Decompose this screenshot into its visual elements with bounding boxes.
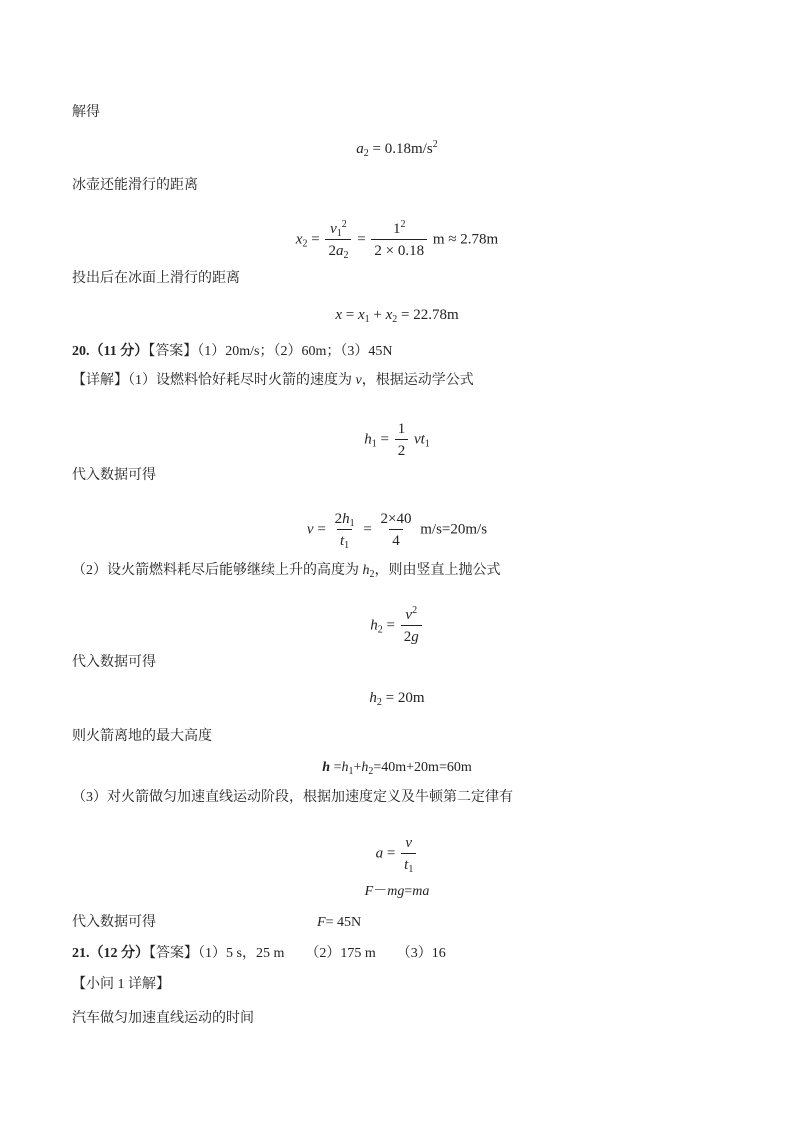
equation-x: $x = x_1 + x_2 = 22.78m$ <box>335 306 459 325</box>
equation-x2: $x_2$ = $\frac{v_1^2}{2a_2}$ = $\frac{1^2}{2 \times 0.18}$ m ≈ 2.78m <box>295 219 499 261</box>
text-dairu-2: 代入数据可得 <box>72 655 156 670</box>
text-bingfu: 冰壶还能滑行的距离 <box>72 178 198 193</box>
equation-h2: $h_2$ = $\frac{v^2}{2g}$ <box>0 606 794 646</box>
fraction-v-over-t1: $\frac{v}{t_1}$ <box>401 834 416 874</box>
text-zuida: 则火箭离地的最大高度 <box>72 729 212 744</box>
fraction-vsq-over-2g: $\frac{v^2}{2g}$ <box>401 606 422 646</box>
equation-a: a = $\frac{v}{t_1}$ <box>0 834 794 874</box>
question-21-sub-1: 【小问 1 详解】 <box>72 977 170 992</box>
equation-a2: $a_2 = 0.18m/s^2$ <box>356 138 438 159</box>
equation-v: v = $\frac{2h_1}{t_1}$ = $\frac{2\times 40}{4}$ m/s=20m/s <box>306 511 488 551</box>
fraction-one-half: $\frac{1}{2}$ <box>395 420 409 460</box>
fraction-v1sq-over-2a2: $\frac{v_1^2}{2a_2}$ <box>325 220 351 260</box>
text-jiede: 解得 <box>72 105 100 120</box>
question-20-part-2: （2）设火箭燃料耗尽后能够继续上升的高度为 $h_2$，则由竖直上抛公式 <box>72 563 501 580</box>
equation-newton: F－mg=ma <box>364 884 430 899</box>
equation-h-total: $h =h_1+h_2=40m+20m=60m$ <box>322 760 472 777</box>
text-dairu-3: 代入数据可得 <box>72 915 156 930</box>
text-dairu-1: 代入数据可得 <box>72 468 156 483</box>
question-20-detail: 【详解】（1）设燃料恰好耗尽时火箭的速度为 v，根据运动学公式 <box>72 373 474 388</box>
equation-h2-value: $h_2 = 20m$ <box>369 689 425 708</box>
question-21-heading: 21.（12 分）【答案】（1）5 s，25 m （2）175 m （3）16 <box>72 946 446 961</box>
fraction-2h1-over-t1: $\frac{2h_1}{t_1}$ <box>334 511 355 551</box>
question-20-heading: 20.（11 分）【答案】（1）20m/s；（2）60m；（3）45N <box>72 344 393 359</box>
text-qiche: 汽车做匀加速直线运动的时间 <box>72 1011 254 1026</box>
equation-h1: $h_1$ = $\frac{1}{2}$ $vt_1$ <box>364 421 430 459</box>
fraction-1sq-over-2x018: $\frac{1^2}{2 \times 0.18}$ <box>371 220 427 260</box>
fraction-2x40-over-4: $\frac{2\times 40}{4}$ <box>380 511 412 549</box>
text-touchu: 投出后在冰面上滑行的距离 <box>72 271 240 286</box>
equation-F-value: F= 45N <box>317 915 362 930</box>
question-20-part-3: （3）对火箭做匀加速直线运动阶段，根据加速度定义及牛顿第二定律有 <box>72 790 513 805</box>
